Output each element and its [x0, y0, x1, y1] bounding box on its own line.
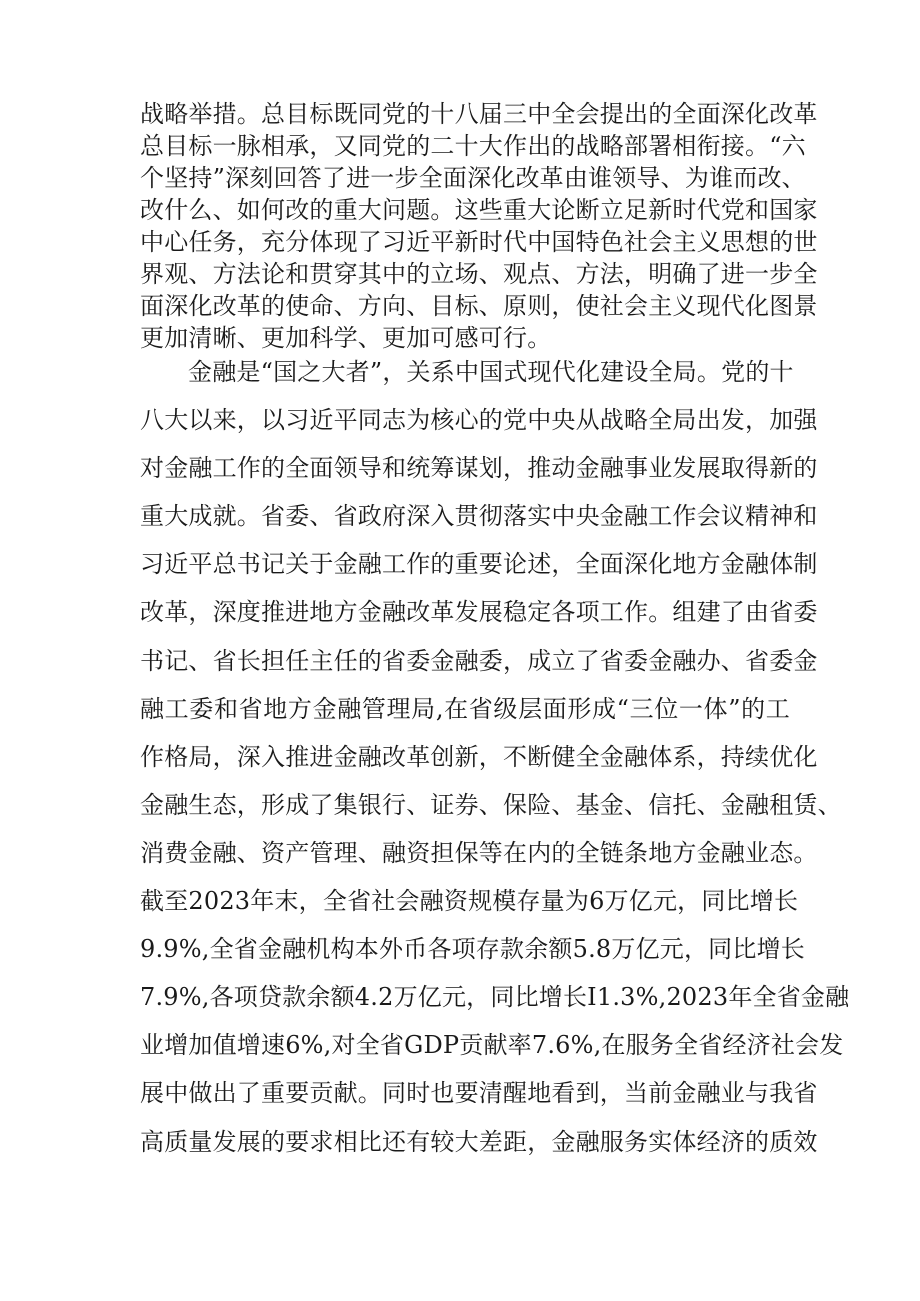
paragraph-line: 面深化改革的使命、方向、目标、原则，使社会主义现代化图景 [140, 292, 818, 320]
paragraph-line: 习近平总书记关于金融工作的重要论述，全面深化地方金融体制 [140, 550, 818, 579]
paragraph-line: 融工委和省地方金融管理局,在省级层面形成“三位一体”的工 [140, 694, 790, 723]
paragraph-line: 个坚持”深刻回答了进一步全面深化改革由谁领导、为谁而改、 [140, 164, 806, 192]
paragraph-2 [140, 348, 850, 1166]
paragraph-line: 八大以来，以习近平同志为核心的党中央从战略全局出发，加强 [140, 406, 818, 435]
paragraph-line: 金融生态，形成了集银行、证券、保险、基金、信托、金融租赁、 [140, 790, 842, 819]
paragraph-line: 更加清晰、更加科学、更加可感可行。 [140, 324, 552, 352]
paragraph-line: 金融是“国之大者”，关系中国式现代化建设全局。党的十 [188, 358, 794, 386]
paragraph-line: 业增加值增速6%,对全省GDP贡献率7.6%,在服务全省经济社会发 [140, 1031, 844, 1060]
paragraph-line: 对金融工作的全面领导和统筹谋划，推动金融事业发展取得新的 [140, 454, 818, 483]
paragraph-line: 书记、省长担任主任的省委金融委，成立了省委金融办、省委金 [140, 646, 818, 675]
paragraph-line: 作格局，深入推进金融改革创新，不断健全金融体系，持续优化 [140, 742, 818, 771]
paragraph-line: 战略举措。总目标既同党的十八届三中全会提出的全面深化改革 [140, 100, 818, 128]
paragraph-1 [140, 98, 818, 354]
paragraph-line: 界观、方法论和贯穿其中的立场、观点、方法，明确了进一步全 [140, 260, 818, 288]
paragraph-line: 7.9%,各项贷款余额4.2万亿元，同比增长I1.3%,2023年全省金融 [140, 983, 850, 1012]
paragraph-line: 消费金融、资产管理、融资担保等在内的全链条地方金融业态。 [140, 838, 818, 867]
paragraph-line: 中心任务，充分体现了习近平新时代中国特色社会主义思想的世 [140, 228, 818, 256]
paragraph-line: 高质量发展的要求相比还有较大差距，金融服务实体经济的质效 [140, 1127, 818, 1156]
paragraph-line: 9.9%,全省金融机构本外币各项存款余额5.8万亿元，同比增长 [140, 935, 805, 964]
paragraph-line: 改什么、如何改的重大问题。这些重大论断立足新时代党和国家 [140, 196, 818, 224]
paragraph-line: 展中做出了重要贡献。同时也要清醒地看到，当前金融业与我省 [140, 1079, 818, 1108]
paragraph-line: 总目标一脉相承，又同党的二十大作出的战略部署相衔接。“六 [140, 132, 806, 160]
paragraph-line: 改革，深度推进地方金融改革发展稳定各项工作。组建了由省委 [140, 598, 818, 627]
paragraph-line: 重大成就。省委、省政府深入贯彻落实中央金融工作会议精神和 [140, 502, 818, 531]
paragraph-line: 截至2023年末，全省社会融资规模存量为6万亿元，同比增长 [140, 887, 799, 916]
